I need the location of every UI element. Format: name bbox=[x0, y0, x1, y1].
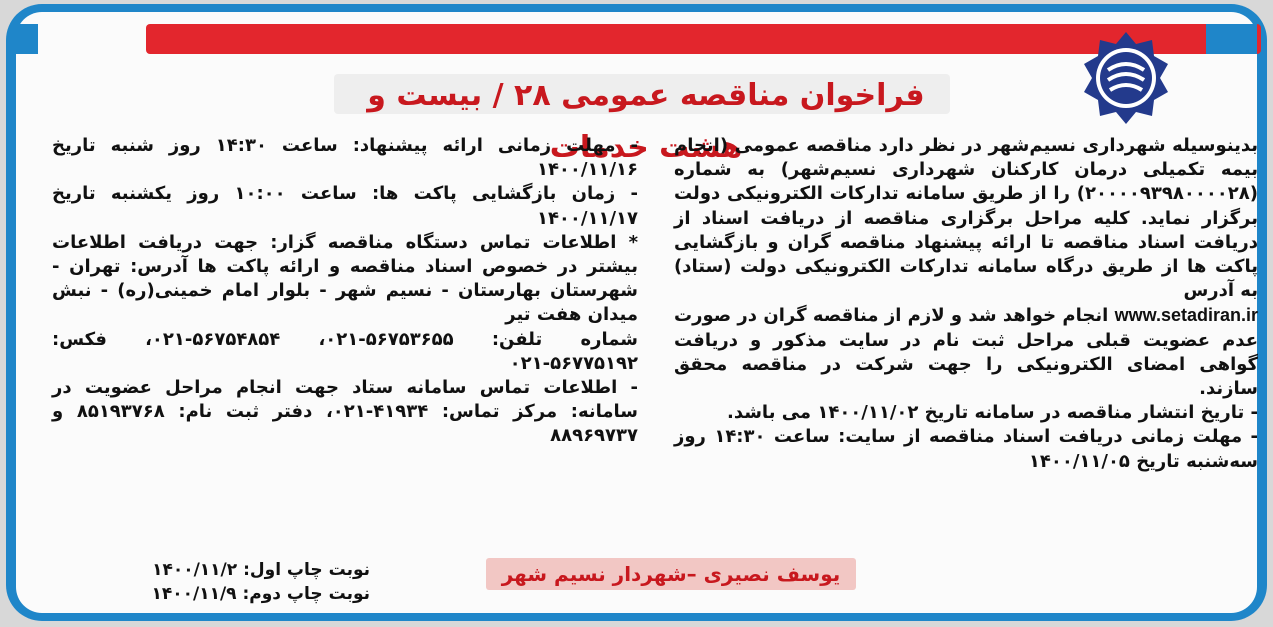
website-paragraph bbox=[674, 303, 1258, 401]
publish-date: - تاریخ انتشار مناقصه در سامانه تاریخ ۱۴۰۰/۱۱/۰۲ می باشد. bbox=[727, 402, 1258, 424]
website-link[interactable]: www.setadiran.ir bbox=[1114, 305, 1258, 326]
municipality-logo-icon bbox=[1078, 30, 1174, 126]
print-second: نوبت چاپ دوم: ۱۴۰۰/۱۱/۹ bbox=[151, 584, 370, 604]
opening-time: - زمان بازگشایی پاکت ها: ساعت ۱۰:۰۰ روز یکشنبه تاریخ ۱۴۰۰/۱۱/۱۷ bbox=[52, 183, 638, 229]
print-first: نوبت چاپ اول: ۱۴۰۰/۱۱/۲ bbox=[152, 560, 370, 580]
intro-paragraph bbox=[674, 134, 1258, 303]
notice-paper bbox=[16, 12, 1257, 613]
header-blue-block-left bbox=[16, 24, 38, 54]
registration-text: انجام خواهد شد و لازم از مناقصه گران در صورت عدم عضویت قبلی مراحل ثبت نام در سایت مذکور و دریافت گواهی امضای الکترونیکی را جهت شرکت در مناقصه محقق سازند. bbox=[674, 305, 1258, 400]
header-blue-block-right bbox=[1206, 24, 1257, 54]
print-dates bbox=[126, 558, 370, 606]
document-deadline: - مهلت زمانی دریافت اسناد مناقصه از سایت: ساعت ۱۴:۳۰ روز سه‌شنبه تاریخ ۱۴۰۰/۱۱/۰۵ bbox=[674, 426, 1258, 472]
intro-text: بدینوسیله شهرداری نسیم‌شهر در نظر دارد مناقصه عمومی (انجام بیمه تکمیلی درمان کارکنان شهرداری نسیم‌شهر) به شماره (۲۰۰۰۰۹۳۹۸۰۰۰۰۲۸) را از طریق سامانه تدارکات الکترونیکی دولت برگزار نماید. کلیه مراحل برگزاری مناقصه از دریافت اسناد از دریافت اسناد مناقصه تا ارائه پیشنهاد مناقصه گران و بازگشایی پاکت ها از طریق درگاه سامانه تدارکات الکترونیکی دولت (ستاد) به آدرس bbox=[674, 135, 1258, 302]
setad-contact: - اطلاعات تماس سامانه ستاد جهت انجام مراحل عضویت در سامانه: مرکز تماس: ۴۱۹۳۴-۰۲۱، دفتر ثبت نام: ۸۵۱۹۳۷۶۸ و ۸۸۹۶۹۷۳۷ bbox=[52, 377, 638, 447]
notice-title: فراخوان مناقصه عمومی ۲۸ / بیست و هشت خدمات bbox=[367, 78, 925, 165]
contact-address: * اطلاعات تماس دستگاه مناقصه گزار: جهت دریافت اطلاعات بیشتر در خصوص اسناد مناقصه و ارائه پاکت ها آدرس: تهران - شهرستان بهارستان - نسیم شهر - بلوار امام خمینی(ره) - نبش میدان هفت تیر bbox=[52, 231, 638, 326]
proposal-deadline: - مهلت زمانی ارائه پیشنهاد: ساعت ۱۴:۳۰ روز شنبه تاریخ ۱۴۰۰/۱۱/۱۶ bbox=[52, 135, 638, 181]
left-column bbox=[52, 134, 638, 449]
signature: یوسف نصیری –شهردار نسیم شهر bbox=[486, 558, 856, 590]
contact-phones: شماره تلفن: ۵۶۷۵۳۶۵۵-۰۲۱، ۵۶۷۵۴۸۵۴-۰۲۱، فکس: ۵۶۷۷۵۱۹۲-۰۲۱ bbox=[52, 328, 638, 374]
right-column bbox=[674, 134, 1258, 474]
